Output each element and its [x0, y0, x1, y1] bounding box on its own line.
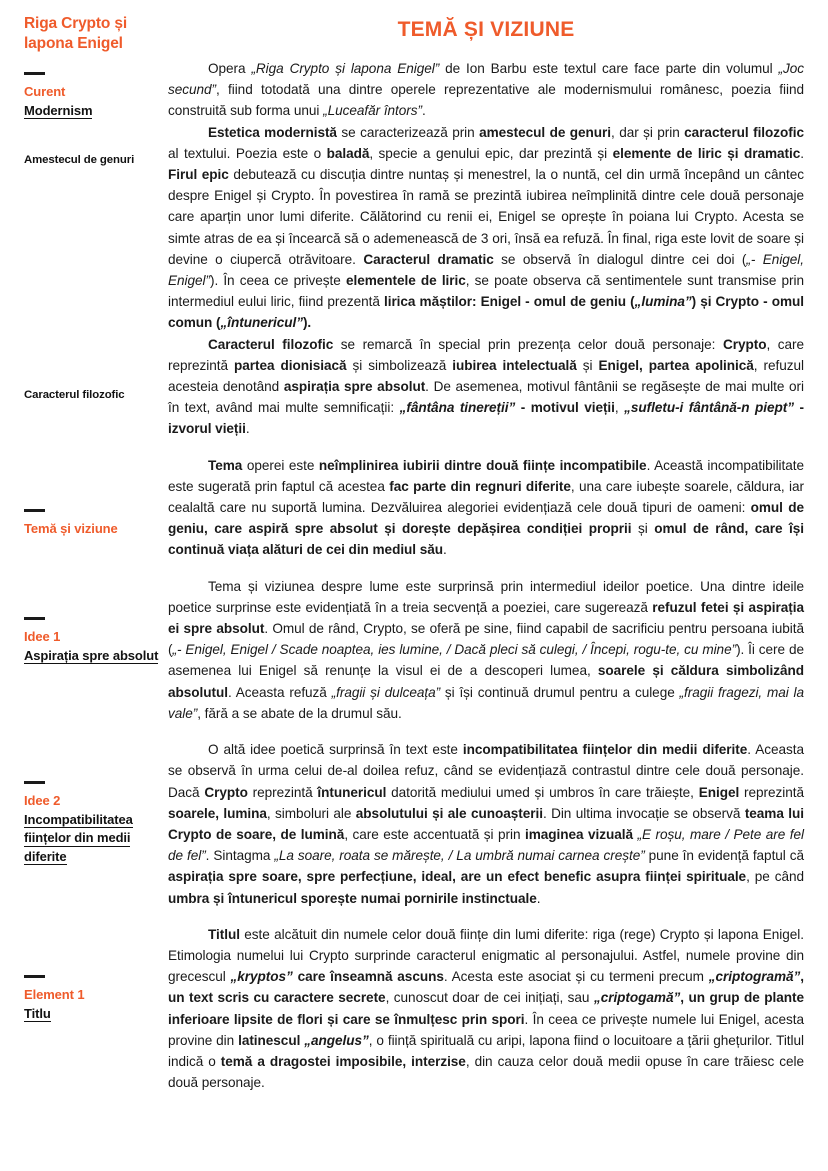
text-run-italic: „La soare, roata se mărește, / La umbră numai carnea crește”	[274, 848, 645, 864]
text-run-bold: Caracterul dramatic	[363, 251, 494, 267]
text-run: , refuzul acesteia denotând	[168, 357, 804, 395]
text-run-bold: temă a dragostei imposibile, interzise	[220, 1053, 466, 1069]
text-run-bold: soarele și căldura simbolizând absolutul	[168, 663, 804, 700]
text-run-bold: iubirea intelectuală	[452, 357, 577, 373]
text-run-bold: Enigel, partea apolinică	[598, 357, 754, 373]
text-run-bold: ) și Crypto - omul comun (	[168, 294, 804, 331]
text-run: se remarcă în special prin prezența celor două personaje:	[333, 336, 723, 352]
sidebar-kicker-idee-1: Idee 1	[24, 629, 61, 644]
text-run-bold-italic: „kryptos”	[230, 969, 293, 985]
text-run-bold: - motivul vieții	[515, 400, 615, 416]
text-run: se caracterizează prin	[336, 124, 480, 140]
divider-rule	[24, 72, 45, 75]
sidebar-sub-incompatibilitatea-text: Incompatibilitatea ființelor din medii diferite	[24, 811, 133, 864]
text-run-italic: „Riga Crypto și lapona Enigel”	[251, 61, 440, 76]
text-run: .	[245, 421, 250, 437]
text-run: , din cauza celor două medii opuse în care trăiesc cele două personaje.	[168, 1053, 804, 1091]
text-run-bold: amestecul de genuri	[479, 124, 612, 140]
text-run: ). În ceea ce privește	[209, 273, 346, 289]
sidebar-block-idee-1	[24, 617, 164, 665]
text-run-bold: neîmplinirea iubirii dintre două ființe incompatibile	[318, 457, 647, 473]
text-run: de Ion Barbu este textul care face parte din volumul	[439, 61, 779, 76]
text-run-bold: elemente de liric și dramatic	[612, 145, 801, 161]
text-run: ,	[614, 400, 625, 416]
page-title: TEMĂ ȘI VIZIUNE	[397, 18, 575, 41]
paragraph-estetica-modernista	[168, 122, 804, 334]
text-run-bold: Tema	[208, 457, 243, 473]
paragraph-tema	[168, 455, 804, 561]
text-run: , o ființă spirituală cu aripi, lapona fiind o locuitoare a țării ghețurilor. Titlul indică o	[168, 1032, 804, 1069]
text-run: . Sintagma	[205, 848, 275, 864]
text-run-bold: soarele, lumina	[168, 805, 267, 821]
text-run-bold: aspirația spre soare, spre perfecțiune, ideal, are un efect benefic asupra ființei spirituale	[168, 869, 747, 885]
text-run-bold: fac parte din regnuri diferite	[389, 478, 571, 494]
text-run: .	[800, 145, 805, 161]
divider-rule	[24, 509, 45, 512]
text-run: debutează cu discuția dintre nuntaș și menestrel, la o nuntă, cel din urmă începând un cântec despre Enigel și Crypto. În povestirea în ramă se prezintă iubirea neîmplinită dintre cele două personaje care aparțin unor lumi diferite. Călătorind cu renii ei, Enigel se oprește în poiana lui Crypto. Acesta se simte atras de ea și încearcă să o ademenească de 3 ori, însă ea refuză. În final, riga este lovit de soare și devine o ciupercă otrăvitoare.	[168, 167, 804, 267]
text-run: ). Îi cere de asemenea lui Enigel să renunțe la visul ei de a descoperi lumea,	[168, 642, 804, 679]
text-run: și își continuă drumul pentru a culege	[440, 684, 680, 700]
text-run-italic: „- Enigel, Enigel / Scade noaptea, ies lumine, / Dacă pleci să culegi, / Începi, rogu-te, cu mine”	[172, 642, 737, 658]
text-run: și	[631, 521, 655, 537]
text-run: . Aceasta se observă în urma celui de-al doilea refuz, când se evidențiază contrastul dintre cele două personaje. Dacă	[168, 742, 804, 800]
text-run: datorită mediului umed și umbros în care trăiește,	[386, 784, 699, 800]
text-run: .	[443, 542, 447, 558]
text-run: Tema și viziunea despre lume este surprinsă prin intermediul ideilor poetice. Una dintre ideile poetice surprinse este evidențiată în a treia secvență a poeziei, care sugerează	[168, 578, 804, 615]
text-run: reprezintă	[247, 784, 318, 800]
text-run-bold: Titlul	[208, 926, 240, 942]
text-run-bold: absolutului și ale cunoașterii	[355, 805, 543, 821]
text-run-bold-italic: „criptogramă”	[708, 969, 801, 985]
text-run: . Această incompatibilitate este sugerată prin faptul că acestea	[168, 457, 804, 494]
text-run-italic: „Luceafăr întors”	[323, 103, 422, 119]
text-run: , cunoscut doar de cei inițiați, sau	[385, 990, 594, 1006]
main-content	[168, 0, 828, 1093]
text-run-bold-italic: „criptogamă”	[593, 990, 681, 1006]
text-run-bold: omul de geniu, care aspiră spre absolut și dorește depășirea condiției proprii	[168, 500, 804, 537]
text-run-bold: umbra și întunericul sporește numai pornirile instinctuale	[168, 890, 537, 906]
text-run-bold: imaginea vizuală	[525, 826, 634, 842]
text-run: este alcătuit din numele celor două ființe din lumi diferite: riga (rege) Crypto și lapona Enigel. Etimologia numelui lui Crypto surprinde caracterul enigmatic al personajului. Astfel, numele provine din grecescul	[168, 926, 804, 985]
text-run-italic: „fragii fragezi, mai la vale”	[168, 684, 805, 721]
text-run-bold: întunericul	[317, 784, 387, 800]
text-run: .	[536, 890, 541, 906]
text-run: operei este	[242, 457, 319, 473]
text-run: , una care iubește soarele, căldura, iar cealaltă care nu suportă lumina. Dezvăluirea alegoriei evidențiază cele două tipuri de oameni:	[168, 478, 805, 516]
text-run-bold: partea dionisiacă	[233, 357, 347, 373]
text-run: . Omul de rând, Crypto, se oferă pe sine, fiind capabil de sacrificiu pentru persoana iubită (	[168, 621, 804, 658]
paragraph-titlu	[168, 924, 804, 1094]
sidebar-kicker-curent: Curent	[24, 84, 66, 99]
text-run: . Acesta este asociat și cu termeni precum	[443, 969, 709, 985]
text-run: O altă idee poetică surprinsă în text este	[208, 742, 463, 758]
text-run: se observă în dialogul dintre cei doi (	[493, 251, 747, 267]
text-run-bold: elementele de liric	[345, 273, 466, 289]
text-run: , se poate observa că sentimentele sunt transmise prin intermediul eului liric, fiind prezentă	[168, 273, 805, 310]
text-run-bold: baladă	[326, 145, 370, 161]
sidebar-sub-titlu-text: Titlu	[24, 1005, 51, 1021]
text-run: , pe când	[746, 869, 804, 885]
document-title: Riga Crypto și lapona Enigel	[24, 15, 127, 52]
text-run-bold-italic: „fântâna tinereții”	[399, 400, 516, 416]
text-run-italic: „- Enigel, Enigel”	[168, 251, 805, 289]
text-run-bold: Crypto	[204, 784, 248, 800]
text-run-bold: , un grup de plante inferioare lipsite de flori și care se înmulțesc prin spori	[168, 990, 804, 1027]
sidebar-kicker-element-1: Element 1	[24, 987, 85, 1002]
text-run-bold: caracterul filozofic	[684, 124, 804, 140]
divider-rule	[24, 781, 45, 784]
text-run: , fără a se abate de la drumul său.	[197, 705, 402, 721]
sidebar-block-tema-si-viziune	[24, 509, 164, 539]
paragraph-caracterul-filozofic	[168, 334, 804, 440]
text-run-bold: care înseamnă ascuns	[292, 969, 444, 985]
paragraph-idee-2	[168, 739, 804, 909]
text-run-italic: „Joc secund”	[168, 61, 804, 98]
text-run: , dar și prin	[611, 124, 685, 140]
sidebar-sub-incompatibilitatea	[24, 811, 164, 866]
text-run: , simboluri ale	[266, 805, 356, 821]
sidebar-block-curent	[24, 72, 164, 120]
text-run-bold: Caracterul filozofic	[208, 336, 334, 352]
sidebar-sub-aspiratia-spre-absolut-text: Aspirația spre absolut	[24, 647, 159, 663]
sidebar-sub-aspiratia-spre-absolut	[24, 647, 164, 665]
text-run: Opera	[208, 61, 252, 76]
sidebar-label-caracterul-filozofic: Caracterul filozofic	[24, 389, 125, 401]
text-run: și	[576, 357, 599, 373]
text-run-italic: „fragii și dulceața”	[331, 684, 441, 700]
sidebar-block-idee-2	[24, 781, 164, 866]
sidebar	[0, 0, 172, 1171]
text-run: al textului. Poezia este o	[168, 145, 327, 161]
text-run: , care reprezintă	[168, 336, 804, 373]
text-run-bold: lirica măștilor: Enigel - omul de geniu (	[383, 294, 635, 310]
sidebar-label-amestecul-de-genuri: Amestecul de genuri	[24, 154, 135, 166]
text-run-bold-italic: „lumina”	[634, 294, 692, 310]
text-run: .	[422, 103, 426, 119]
sidebar-kicker-idee-2: Idee 2	[24, 793, 61, 808]
sidebar-block-element-1	[24, 975, 164, 1023]
text-run-bold: ).	[302, 315, 312, 331]
text-run: . Din ultima invocație se observă	[542, 805, 745, 821]
sidebar-sub-modernism-text: Modernism	[24, 102, 93, 118]
text-run-bold: Crypto	[722, 336, 767, 352]
text-run: reprezintă	[739, 784, 804, 800]
text-run-bold-italic: „sufletu-i fântână-n piept”	[624, 400, 794, 416]
paragraph-intro	[168, 58, 804, 122]
text-run: pune în evidență faptul că	[644, 848, 804, 864]
paragraph-idee-1	[168, 576, 804, 724]
text-run-bold-italic: „angelus”	[304, 1032, 369, 1048]
text-run: . De asemenea, motivul fântânii se regăsește de mai multe ori în text, având mai multe semnificații:	[168, 379, 805, 416]
text-run-bold: - izvorul vieții	[168, 400, 804, 437]
text-run: și simbolizează	[346, 357, 453, 373]
text-run-bold: , un text scris cu caractere secrete	[168, 969, 804, 1006]
text-run-bold-italic: „întunericul”	[220, 315, 303, 331]
sidebar-sub-titlu	[24, 1005, 164, 1023]
text-run: , care este accentuată și prin	[344, 826, 525, 842]
text-run-bold: latinescul	[238, 1032, 305, 1048]
text-run-bold: Enigel	[698, 784, 740, 800]
text-run-bold: refuzul fetei și aspirația ei spre absolut	[168, 599, 804, 637]
sidebar-kicker-tema-si-viziune: Temă și viziune	[24, 521, 118, 536]
text-run-bold: Estetica modernistă	[208, 124, 337, 140]
text-run: , fiind totodată una dintre operele reprezentative ale modernismului românesc, poezia fiind construită sub forma unui	[168, 82, 804, 119]
text-run: . În ceea ce privește numele lui Enigel, acesta provine din	[168, 1011, 804, 1048]
text-run-bold: aspirația spre absolut	[283, 379, 426, 395]
text-run-bold: incompatibilitatea ființelor din medii diferite	[462, 742, 748, 758]
text-run-bold: Firul epic	[168, 167, 229, 183]
text-run-italic: „E roșu, mare / Pete are fel de fel”	[168, 826, 805, 864]
text-run-bold: teama lui Crypto de soare, de lumină	[168, 805, 804, 842]
text-run: , specie a genului epic, dar prezintă și	[369, 145, 613, 161]
sidebar-sub-modernism	[24, 102, 164, 120]
text-run-bold: omul de rând, care își continuă viața alături de cei din mediul său	[168, 521, 804, 558]
text-run: . Aceasta refuză	[227, 684, 332, 700]
divider-rule	[24, 975, 45, 978]
divider-rule	[24, 617, 45, 620]
